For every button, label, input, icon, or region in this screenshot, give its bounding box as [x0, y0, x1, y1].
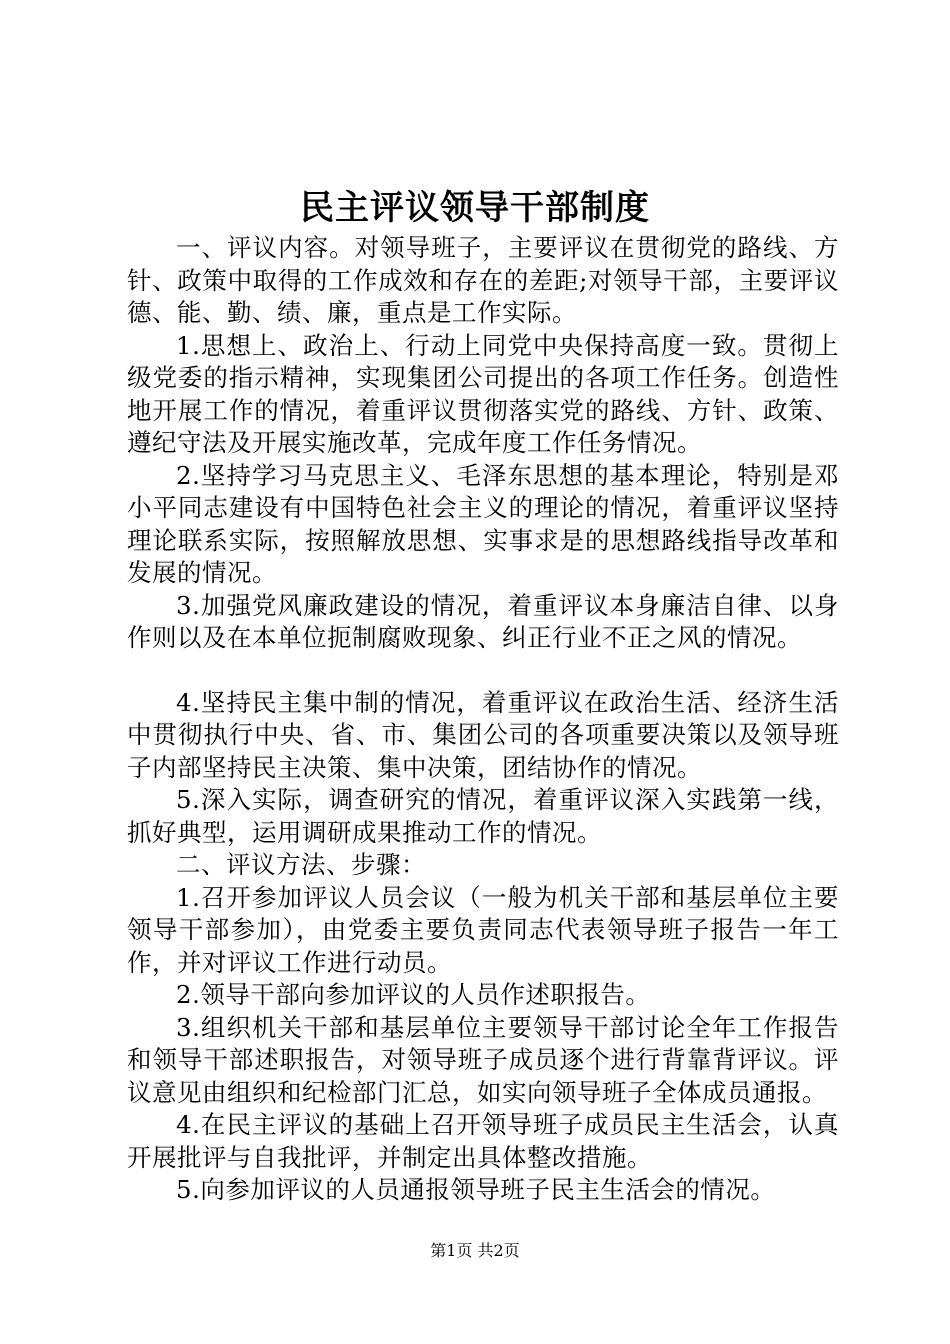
paragraph-step-3: 3.组织机关干部和基层单位主要领导干部讨论全年工作报告和领导干部述职报告，对领导班子成员逐个进行背靠背评议。评议意见由组织和纪检部门汇总，如实向领导班子全体成员通报。: [127, 1012, 839, 1107]
paragraph-item-1: 1.思想上、政治上、行动上同党中央保持高度一致。贯彻上级党委的指示精神，实现集团公司提出的各项工作任务。创造性地开展工作的情况，着重评议贯彻落实党的路线、方针、政策、遵纪守法及开展实施改革，完成年度工作任务情况。: [127, 330, 839, 457]
paragraph-item-4: 4.坚持民主集中制的情况，着重评议在政治生活、经济生活中贯彻执行中央、省、市、集团公司的各项重要决策以及领导班子内部坚持民主决策、集中决策，团结协作的情况。: [127, 687, 839, 782]
paragraph-section-1-heading: 一、评议内容。对领导班子，主要评议在贯彻党的路线、方针、政策中取得的工作成效和存在的差距;对领导干部，主要评议德、能、勤、绩、廉，重点是工作实际。: [127, 233, 839, 327]
document-body: [127, 232, 839, 1207]
paragraph-step-1: 1.召开参加评议人员会议（一般为机关干部和基层单位主要领导干部参加），由党委主要负责同志代表领导班子报告一年工作，并对评议工作进行动员。: [127, 882, 839, 977]
paragraph-step-4: 4.在民主评议的基础上召开领导班子成员民主生活会，认真开展批评与自我批评，并制定出具体整改措施。: [127, 1110, 839, 1172]
paragraph-step-5: 5.向参加评议的人员通报领导班子民主生活会的情况。: [176, 1175, 776, 1204]
paragraph-item-2: 2.坚持学习马克思主义、毛泽东思想的基本理论，特别是邓小平同志建设有中国特色社会主义的理论的情况，着重评议坚持理论联系实际，按照解放思想、实事求是的思想路线指导改革和发展的情况。: [127, 460, 839, 587]
paragraph-item-3: 3.加强党风廉政建设的情况，着重评议本身廉洁自律、以身作则以及在本单位扼制腐败现象、纠正行业不正之风的情况。: [127, 590, 839, 652]
page-number-footer: 第1页 共2页: [430, 1241, 520, 1260]
paragraph-section-2-heading: 二、评议方法、步骤：: [176, 850, 426, 879]
paragraph-item-5: 5.深入实际，调查研究的情况，着重评议深入实践第一线，抓好典型，运用调研成果推动工作的情况。: [127, 785, 839, 847]
document-title: 民主评议领导干部制度: [300, 188, 650, 228]
paragraph-step-2: 2.领导干部向参加评议的人员作述职报告。: [176, 980, 651, 1009]
